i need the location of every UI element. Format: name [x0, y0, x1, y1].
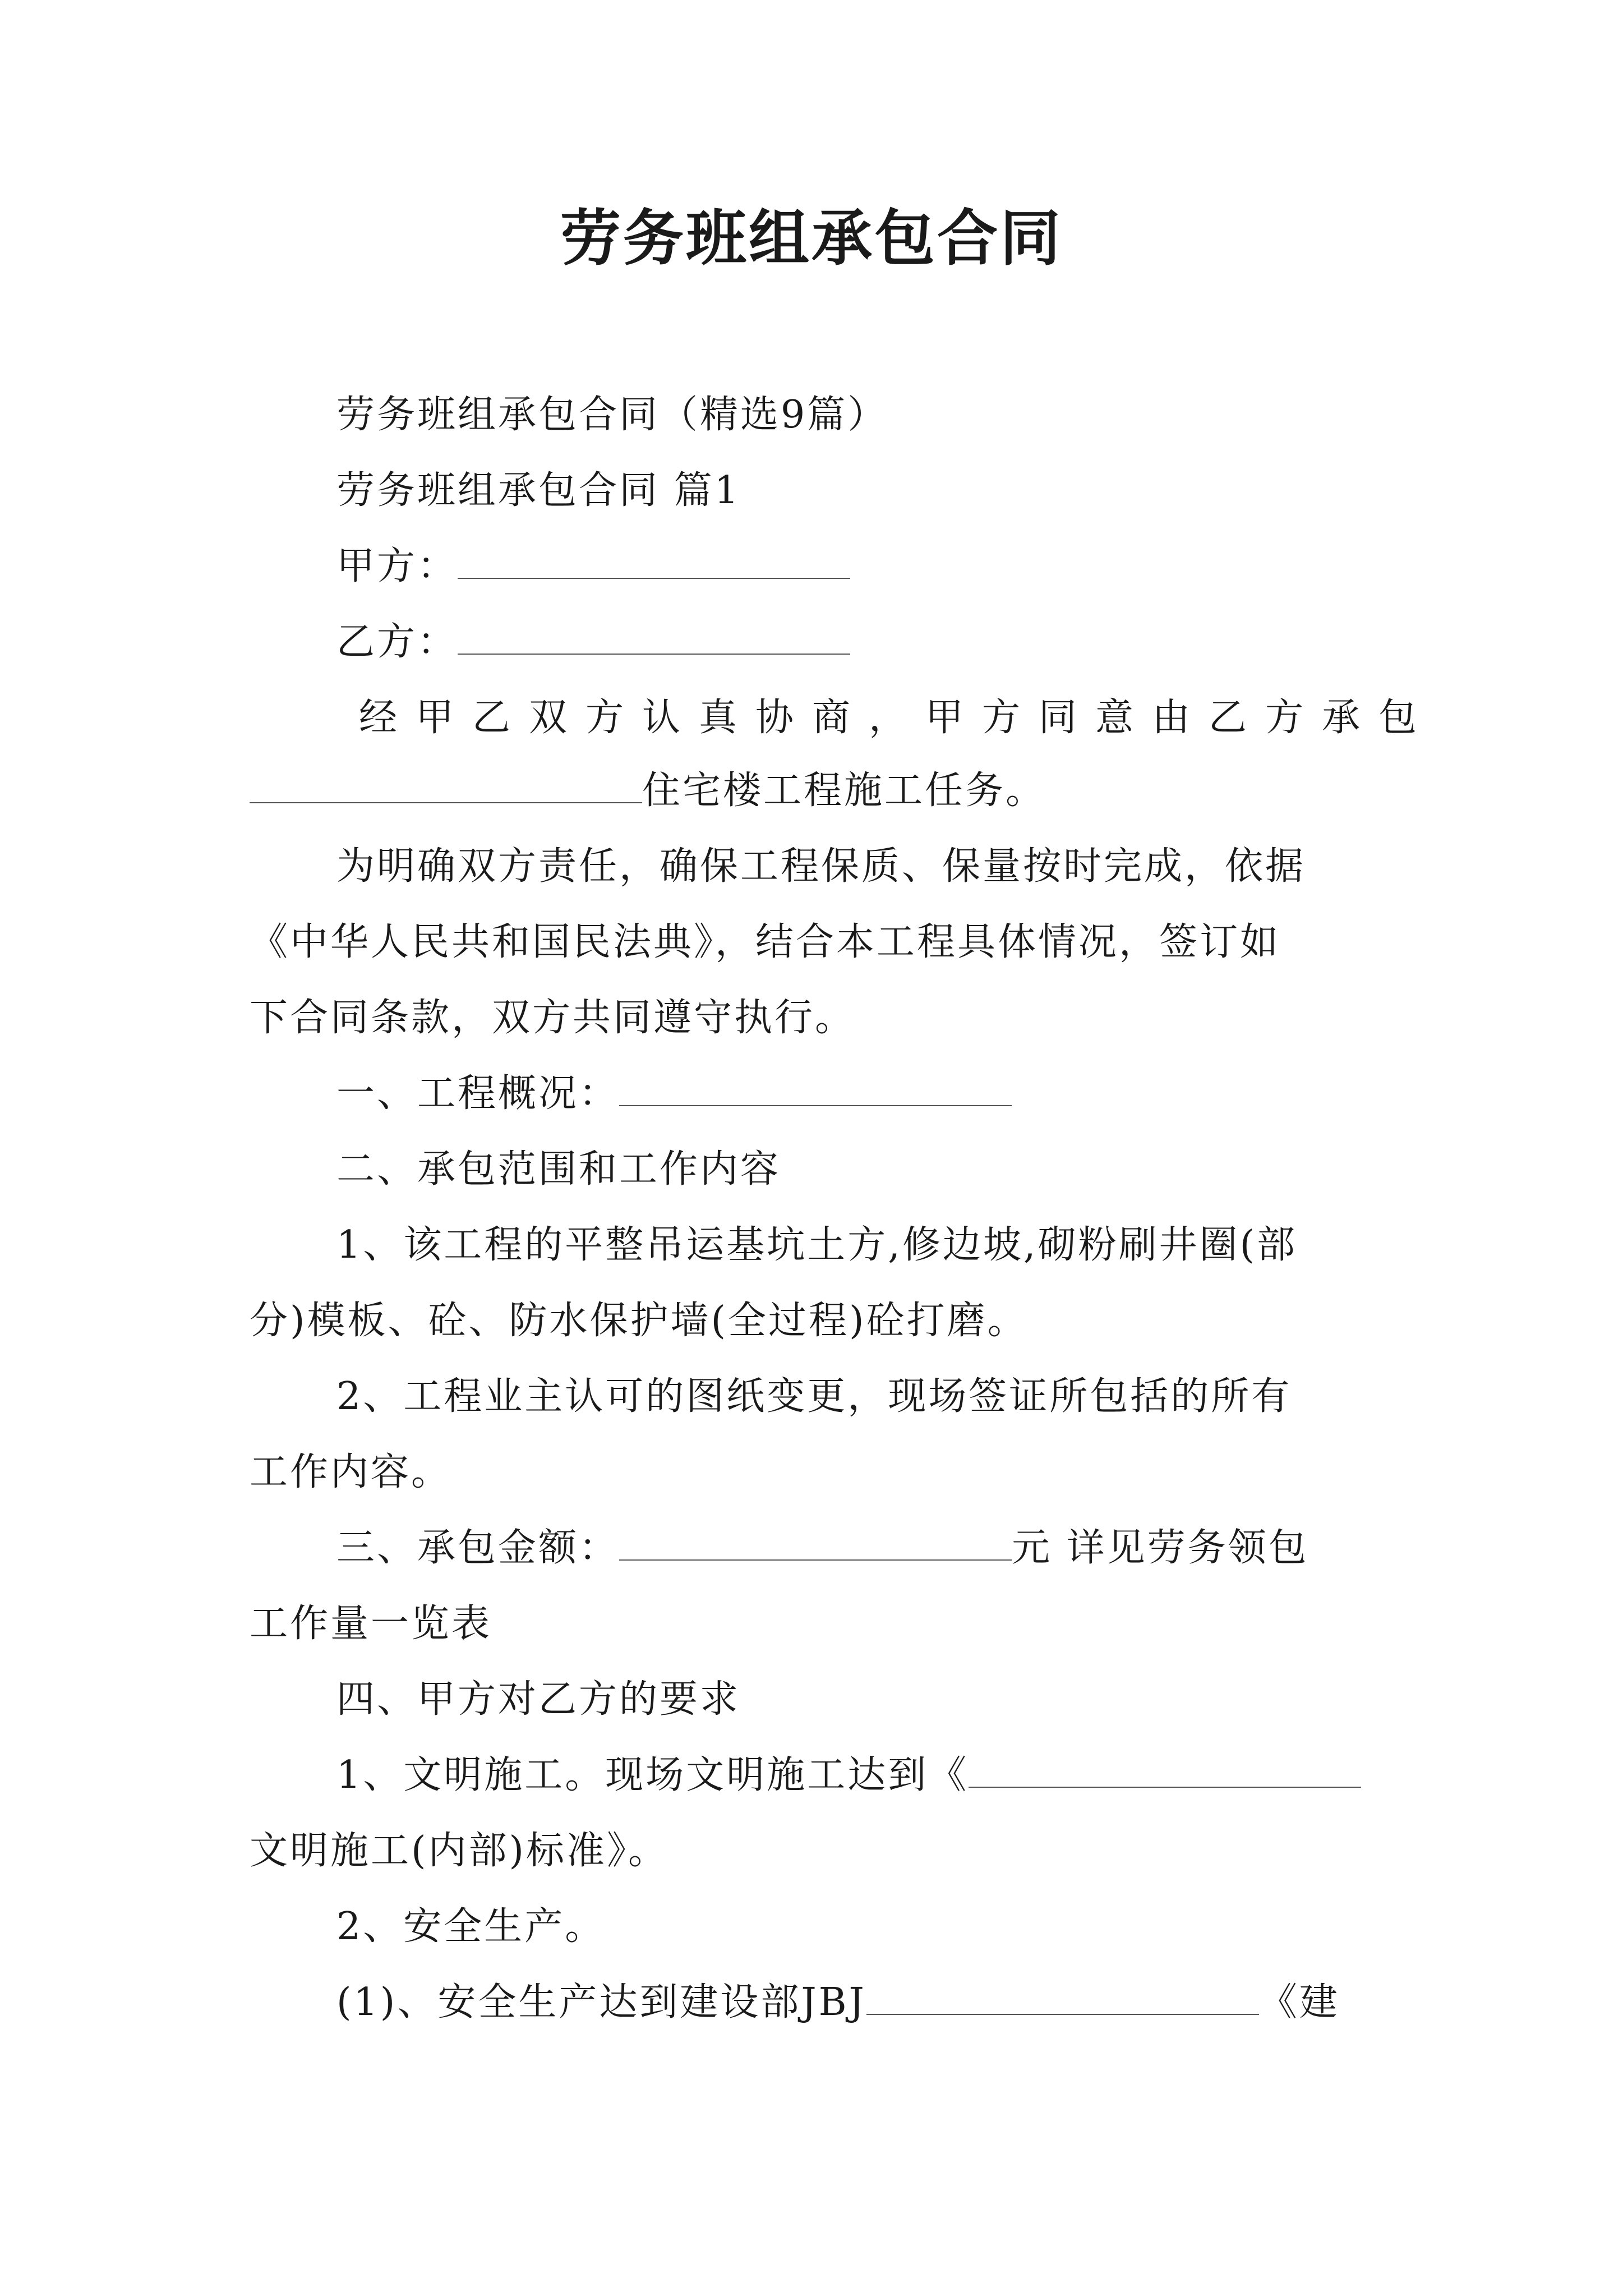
item2-1-line-1: 1、该工程的平整吊运基坑土方,修边坡,砌粉刷井圈(部	[336, 1223, 1298, 1267]
document-subtitle: 劳务班组承包合同（精选9篇）	[336, 393, 888, 437]
item4-2: 2、安全生产。	[336, 1904, 606, 1949]
section-heading: 劳务班组承包合同 篇1	[336, 468, 741, 513]
item1-blank	[619, 1068, 1012, 1106]
intro-line-1: 经甲乙双方认真协商，甲方同意由乙方承包	[359, 696, 1436, 740]
item2-2-line-1: 2、工程业主认可的图纸变更，现场签证所包括的所有	[336, 1374, 1292, 1419]
purpose-line-1: 为明确双方责任，确保工程保质、保量按时完成，依据	[336, 844, 1306, 889]
item3-tail: 元 详见劳务领包	[1012, 1526, 1309, 1570]
party-b-line	[336, 614, 850, 670]
item4-1-head: 1、文明施工。现场文明施工达到《	[336, 1753, 969, 1797]
intro-line-2-text: 住宅楼工程施工任务。	[642, 769, 1046, 813]
amount-blank	[619, 1522, 1012, 1561]
item3-label: 三、承包金额：	[336, 1526, 620, 1570]
party-a-blank	[458, 541, 850, 579]
item4-2-1-line	[336, 1975, 1340, 2031]
item2-2-line-2: 工作内容。	[250, 1450, 452, 1494]
item4-label: 四、甲方对乙方的要求	[336, 1677, 741, 1722]
standard-blank	[969, 1750, 1361, 1788]
purpose-line-2: 《中华人民共和国民法典》，结合本工程具体情况，签订如	[250, 920, 1281, 964]
item3-line	[336, 1520, 1309, 1576]
purpose-line-3: 下合同条款，双方共同遵守执行。	[250, 996, 856, 1040]
party-b-blank	[458, 616, 850, 655]
item4-2-1-tail: 《建	[1258, 1980, 1340, 2024]
party-a-line	[336, 539, 850, 595]
party-b-label: 乙方：	[336, 620, 458, 664]
item1-line	[336, 1066, 1012, 1122]
item3-line-2: 工作量一览表	[250, 1602, 492, 1646]
project-name-blank	[250, 765, 642, 803]
item4-2-1-head: (1)、安全生产达到建设部JBJ	[336, 1980, 866, 2024]
document-title: 劳务班组承包合同	[560, 203, 1063, 274]
item1-label: 一、工程概况：	[336, 1071, 620, 1116]
jbj-blank	[866, 1977, 1259, 2015]
item2-1-line-2: 分)模板、砼、防水保护墙(全过程)砼打磨。	[250, 1299, 1028, 1343]
item4-1-line-2: 文明施工(内部)标准》。	[250, 1829, 669, 1873]
item2-label: 二、承包范围和工作内容	[336, 1147, 781, 1191]
party-a-label: 甲方：	[336, 544, 458, 588]
item4-1-line-1	[336, 1747, 1361, 1803]
intro-line-2	[250, 763, 1046, 819]
